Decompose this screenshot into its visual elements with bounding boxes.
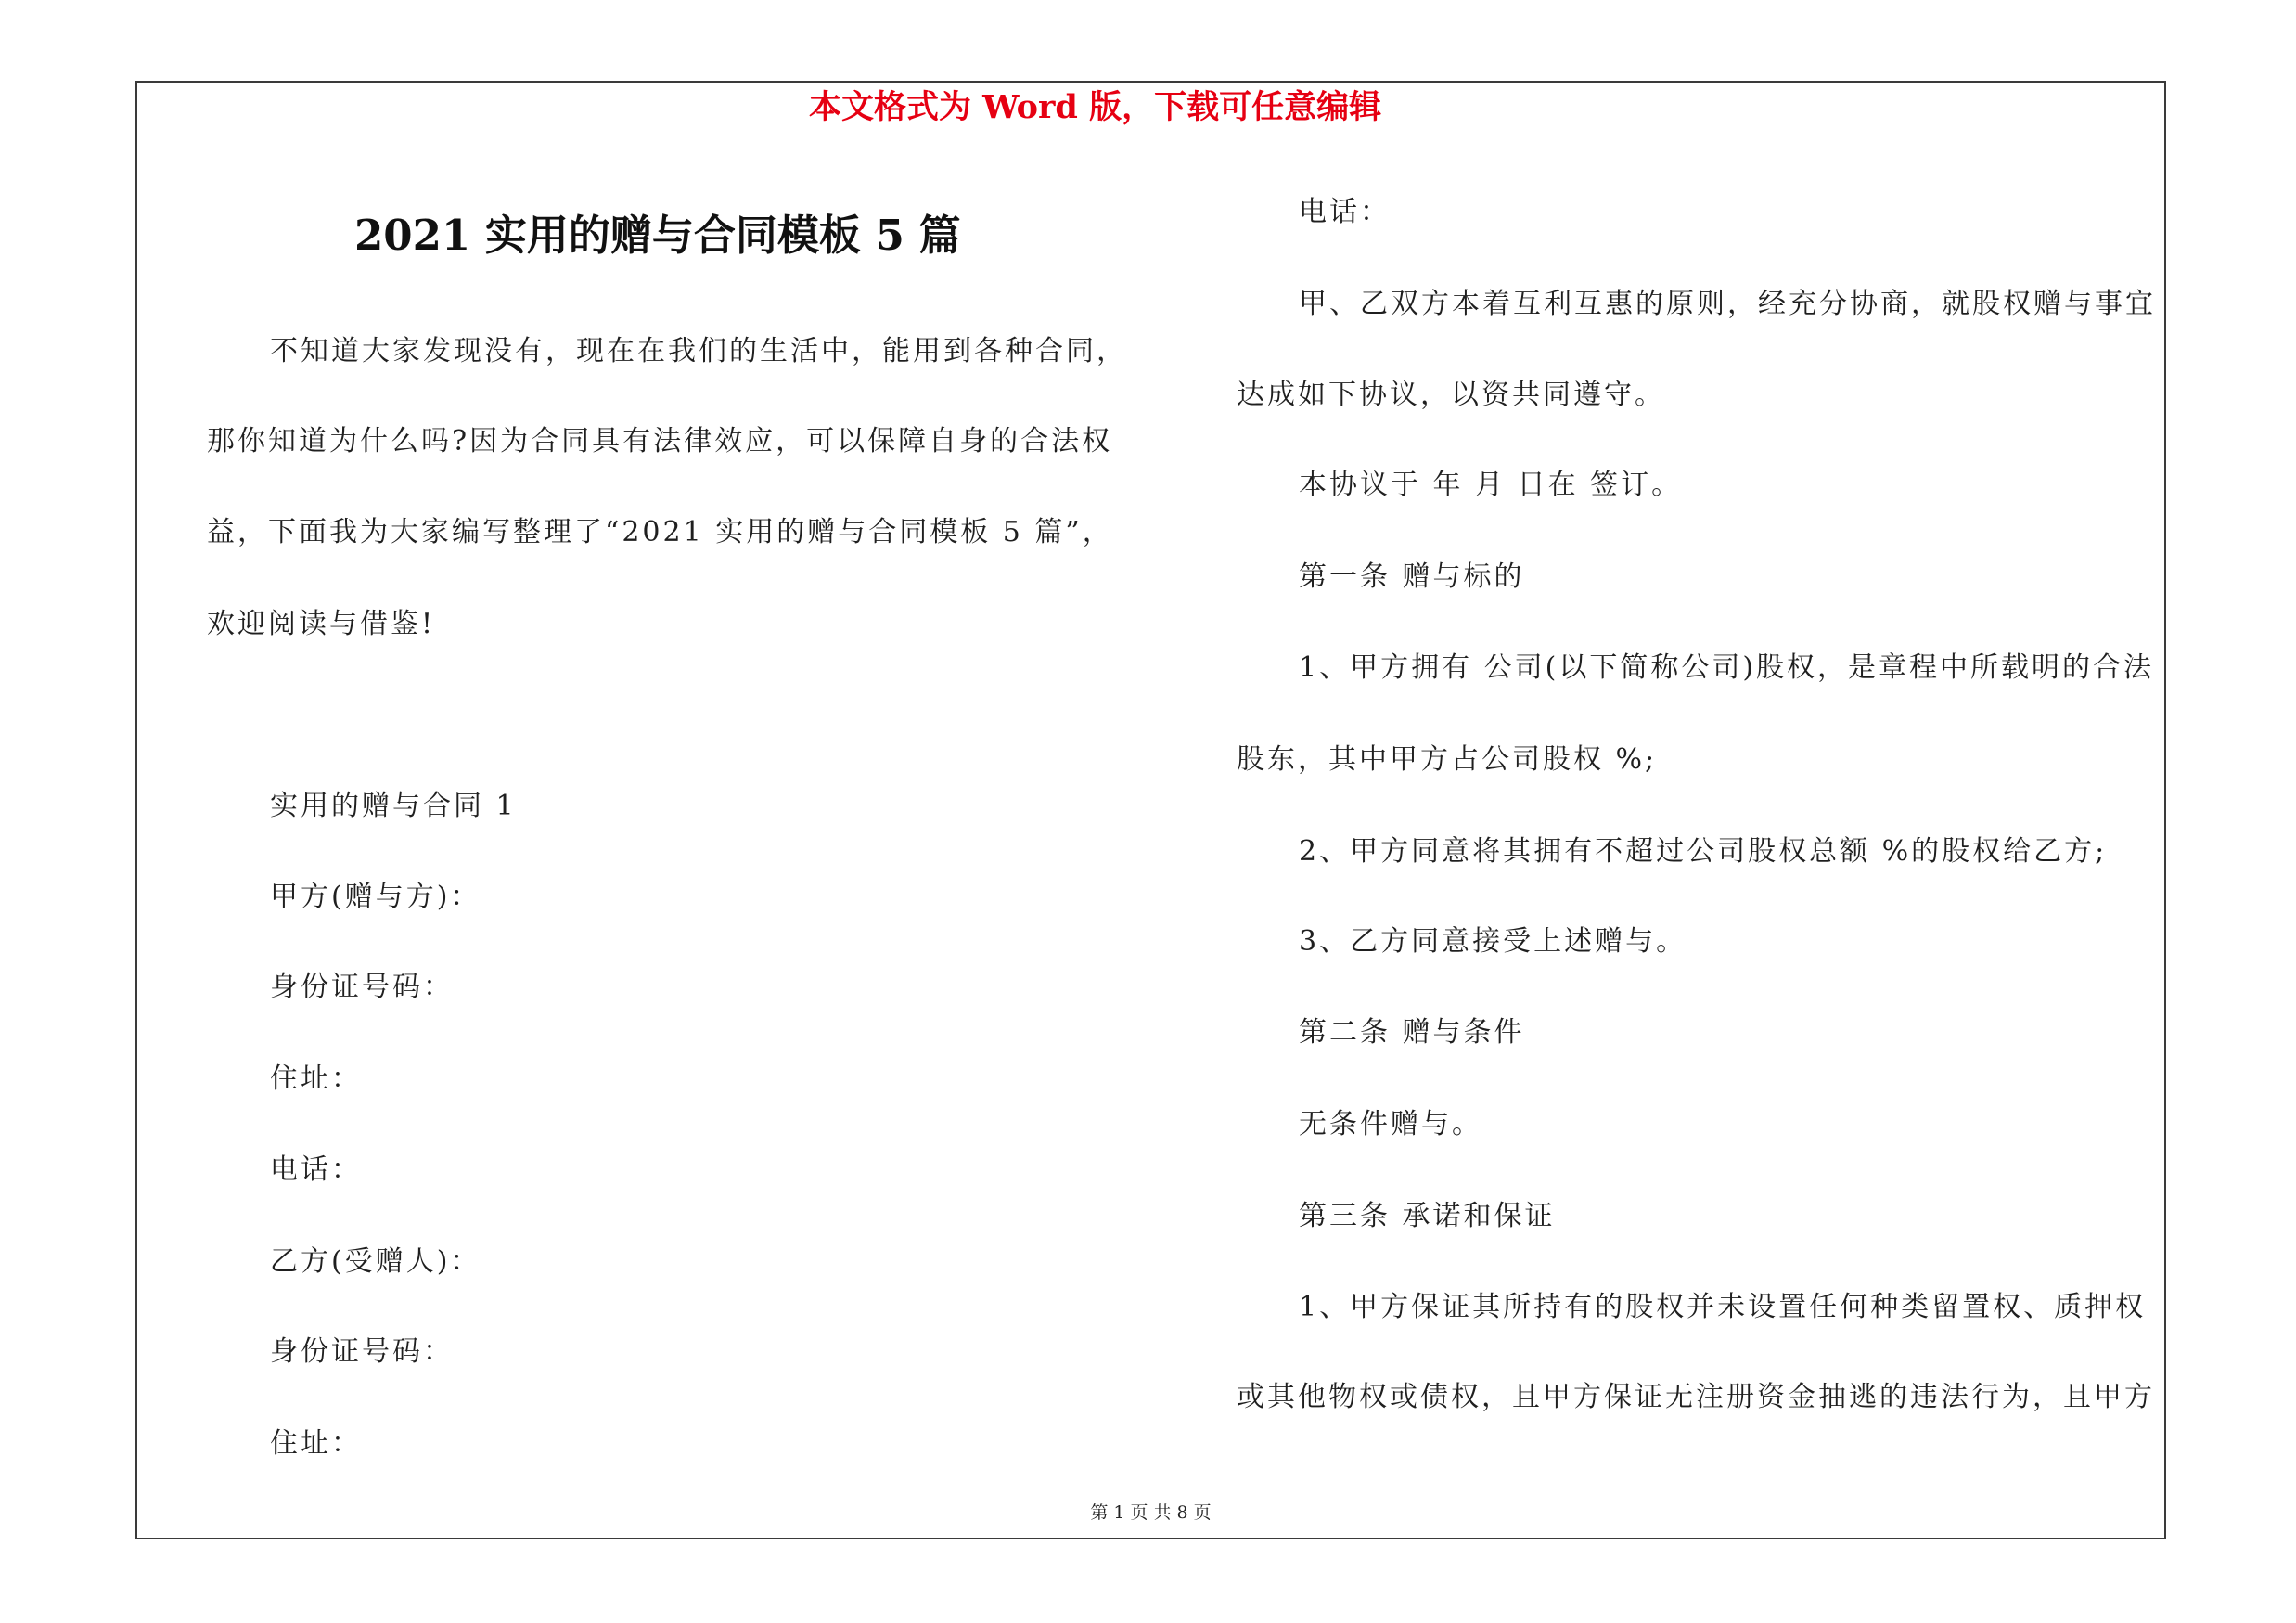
article-3-line: 或其他物权或债权，且甲方保证无注册资金抽逃的违法行为，且甲方	[1237, 1381, 2155, 1413]
signing-line: 本协议于 年 月 日在 签订。	[1299, 469, 1683, 501]
article-2-line: 无条件赠与。	[1299, 1108, 1482, 1140]
contract-heading: 实用的赠与合同 1	[270, 790, 517, 822]
article-1-line: 3、乙方同意接受上述赠与。	[1299, 925, 1687, 958]
party-a-address-label: 住址：	[270, 1063, 362, 1095]
preamble-line: 达成如下协议，以资共同遵守。	[1237, 379, 1665, 411]
intro-line: 那你知道为什么吗?因为合同具有法律效应，可以保障自身的合法权	[207, 425, 1113, 457]
preamble-line: 甲、乙双方本着互利互惠的原则，经充分协商，就股权赠与事宜	[1299, 288, 2156, 320]
article-3-title: 第三条 承诺和保证	[1299, 1200, 1556, 1232]
intro-line: 益，下面我为大家编写整理了“2021 实用的赠与合同模板 5 篇”，	[207, 516, 1113, 548]
party-b-phone-label: 电话：	[1299, 196, 1391, 228]
party-b-label: 乙方(受赠人)：	[270, 1245, 481, 1278]
party-a-phone-label: 电话：	[270, 1153, 362, 1186]
format-notice: 本文格式为 Word 版，下载可任意编辑	[809, 88, 1382, 126]
party-b-address-label: 住址：	[270, 1427, 362, 1460]
article-1-title: 第一条 赠与标的	[1299, 560, 1525, 593]
article-1-line: 2、甲方同意将其拥有不超过公司股权总额 %的股权给乙方;	[1299, 835, 2108, 868]
article-2-title: 第二条 赠与条件	[1299, 1016, 1525, 1049]
party-a-id-label: 身份证号码：	[270, 971, 454, 1003]
party-a-label: 甲方(赠与方)：	[270, 881, 481, 913]
intro-line: 欢迎阅读与借鉴!	[207, 608, 436, 640]
article-3-line: 1、甲方保证其所持有的股权并未设置任何种类留置权、质押权	[1299, 1291, 2147, 1323]
page-number-footer: 第 1 页 共 8 页	[1090, 1502, 1212, 1523]
party-b-id-label: 身份证号码：	[270, 1335, 454, 1368]
document-title: 2021 实用的赠与合同模板 5 篇	[354, 211, 961, 260]
article-1-line: 1、甲方拥有 公司(以下简称公司)股权，是章程中所载明的合法	[1299, 651, 2155, 684]
article-1-line: 股东，其中甲方占公司股权 %;	[1237, 743, 1658, 776]
intro-line: 不知道大家发现没有，现在在我们的生活中，能用到各种合同，	[270, 335, 1127, 367]
